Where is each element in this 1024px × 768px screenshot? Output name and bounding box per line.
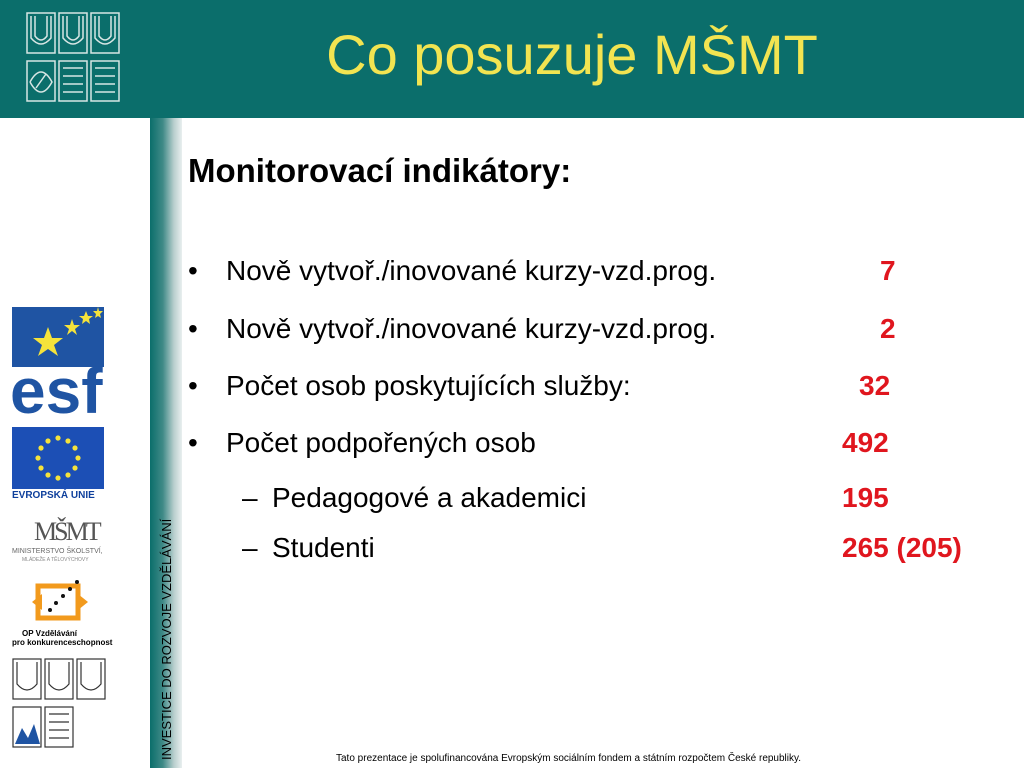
bullet: • — [188, 427, 198, 458]
esf-logo — [10, 305, 136, 427]
esf-text: esf — [10, 355, 103, 427]
indicator-item — [188, 313, 716, 345]
op-caption — [12, 629, 112, 647]
op-caption-line2: pro konkurenceschopnost — [12, 638, 113, 647]
indicator-subitem — [242, 482, 586, 514]
msmt-logo — [34, 512, 99, 546]
slide-title: Co posuzuje MŠMT — [326, 23, 818, 86]
msmt-caption-line1: MINISTERSTVO ŠKOLSTVÍ, — [12, 548, 103, 555]
eu-flag-icon — [12, 427, 104, 489]
bullet: • — [188, 313, 198, 344]
vertical-slogan: INVESTICE DO ROZVOJE VZDĚLÁVÁNÍ — [159, 518, 174, 760]
slide-header — [0, 0, 1024, 118]
indicator-subitem — [242, 532, 375, 564]
dash: – — [242, 532, 258, 563]
indicator-label: Počet podpořených osob — [226, 427, 536, 458]
bullet: • — [188, 370, 198, 401]
indicator-value: 2 — [880, 313, 896, 344]
indicator-label: Počet osob poskytujících služby: — [226, 370, 631, 401]
university-logo-small-icon — [12, 658, 106, 750]
op-logo-icon — [30, 576, 90, 626]
indicator-value: 265 (205) — [842, 532, 962, 563]
indicator-label: Pedagogové a akademici — [272, 482, 587, 513]
indicator-label: Studenti — [272, 532, 375, 563]
indicator-label: Nově vytvoř./inovované kurzy-vzd.prog. — [226, 313, 717, 344]
msmt-logo-text: MŠMT — [34, 517, 99, 546]
indicator-value: 7 — [880, 255, 896, 286]
indicator-label: Nově vytvoř./inovované kurzy-vzd.prog. — [226, 255, 717, 286]
bullet: • — [188, 255, 198, 286]
indicator-item — [188, 427, 536, 459]
indicator-value: 32 — [859, 370, 891, 401]
eu-caption: EVROPSKÁ UNIE — [12, 490, 95, 501]
footer-text: Tato prezentace je spolufinancována Evropským sociálním fondem a státním rozpočtem České republiky. — [336, 753, 802, 764]
msmt-caption-line2: MLÁDEŽE A TĚLOVÝCHOVY — [22, 557, 89, 563]
indicator-value: 492 — [842, 427, 889, 458]
op-caption-line1: OP Vzdělávání — [22, 629, 77, 638]
dash: – — [242, 482, 258, 513]
indicator-item — [188, 370, 631, 402]
section-heading: Monitorovací indikátory: — [188, 152, 572, 189]
indicator-value: 195 — [842, 482, 889, 513]
indicator-item — [188, 255, 716, 287]
